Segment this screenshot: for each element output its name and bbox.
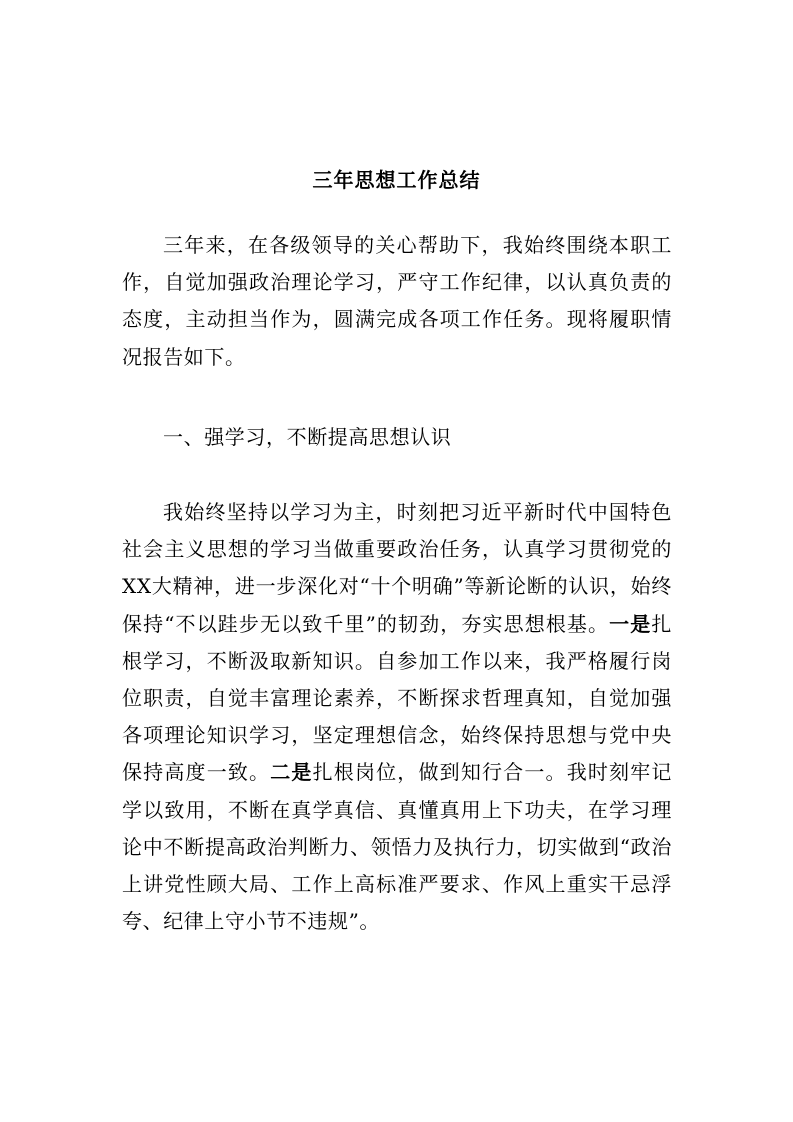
section-body-paragraph [122,494,672,940]
body-text-part1: 我始终坚持以学习为主，时刻把习近平新时代中国特色社会主义思想的学习当做重要政治任务，认真学习贯彻党的XX大精神，进一步深化对“十个明确”等新论断的认识，始终保持“不以跬步无以致千里”的韧劲，夯实思想根基。 [122,500,672,636]
bold-marker-second: 二是 [270,760,313,785]
page-title: 三年思想工作总结 [312,168,481,192]
section-heading: 一、强学习，不断提高思想认识 [163,425,452,449]
body-text-part3: 扎根岗位，做到知行合一。我时刻牢记学以致用，不断在真学真信、真懂真用上下功夫，在学习理论中不断提高政治判断力、领悟力及执行力，切实做到“政治上讲党性顾大局、工作上高标准严要求、作风上重实干忌浮夸、纪律上守小节不违规”。 [122,760,673,934]
bold-marker-first: 一是 [609,611,652,636]
intro-paragraph: 三年来，在各级领导的关心帮助下，我始终围绕本职工作，自觉加强政治理论学习，严守工作纪律，以认真负责的态度，主动担当作为，圆满完成各项工作任务。现将履职情况报告如下。 [122,233,672,369]
body-text-part2: 扎根学习，不断汲取新知识。自参加工作以来，我严格履行岗位职责，自觉丰富理论素养，不断探求哲理真知，自觉加强各项理论知识学习，坚定理想信念，始终保持思想与党中央保持高度一致。 [122,611,672,785]
